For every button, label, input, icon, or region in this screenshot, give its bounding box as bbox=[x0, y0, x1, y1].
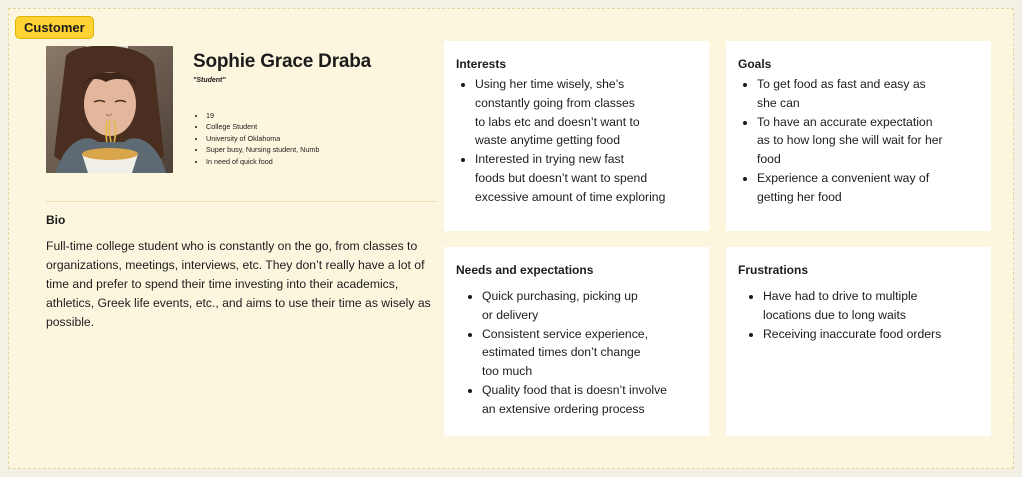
needs-title: Needs and expectations bbox=[456, 263, 594, 277]
persona-name: Sophie Grace Draba bbox=[193, 51, 372, 72]
goals-title: Goals bbox=[738, 57, 772, 71]
frustrations-list bbox=[745, 287, 941, 343]
needs-list bbox=[464, 287, 667, 419]
goal-item: • Experience a convenient way of getting her food bbox=[757, 169, 943, 207]
section-divider bbox=[46, 201, 437, 202]
interests-list bbox=[457, 75, 665, 207]
bio-text: Full-time college student who is constantly on the go, from classes to organizations, meetings, interviews, etc. They don’t really have a lot of time and prefer to spend their time investing into their academics, athletics, Greek life events, etc., and aims to use their time as wisely as possible. bbox=[46, 239, 431, 329]
fact-occupation: • College Student bbox=[206, 121, 319, 132]
profile-photo bbox=[46, 46, 173, 173]
persona-facts bbox=[196, 110, 319, 167]
frustration-item: • Have had to drive to multiple locations due to long waits bbox=[763, 287, 941, 325]
need-item: • Quality food that is doesn’t involve an extensive ordering process bbox=[482, 381, 667, 419]
fact-need: • In need of quick food bbox=[206, 156, 319, 167]
need-item: • Quick purchasing, picking up or delivery bbox=[482, 287, 667, 325]
interest-item: • Using her time wisely, she’s constantly going from classes to labs etc and doesn’t want to waste anytime getting food bbox=[475, 75, 665, 150]
need-item: • Consistent service experience, estimated times don’t change too much bbox=[482, 325, 667, 381]
interest-item: • Interested in trying new fast foods but doesn’t want to spend excessive amount of time exploring bbox=[475, 150, 665, 206]
goal-item: • To get food as fast and easy as she can bbox=[757, 75, 943, 113]
goals-list bbox=[739, 75, 943, 207]
fact-age: • 19 bbox=[206, 110, 319, 121]
customer-tag[interactable]: Customer bbox=[15, 16, 94, 39]
fact-lifestyle: • Super busy, Nursing student, Numb bbox=[206, 144, 319, 155]
portrait-illustration bbox=[46, 46, 173, 173]
frustrations-card[interactable] bbox=[726, 247, 991, 436]
interests-title: Interests bbox=[456, 57, 507, 71]
persona-role: "Student" bbox=[193, 77, 226, 84]
goals-card[interactable] bbox=[726, 41, 991, 231]
interests-card[interactable] bbox=[444, 41, 709, 231]
needs-card[interactable] bbox=[444, 247, 709, 436]
frustration-item: • Receiving inaccurate food orders bbox=[763, 325, 941, 344]
bio-heading: Bio bbox=[46, 213, 66, 227]
fact-school: • University of Oklahoma bbox=[206, 133, 319, 144]
goal-item: • To have an accurate expectation as to how long she will wait for her food bbox=[757, 113, 943, 169]
frustrations-title: Frustrations bbox=[738, 263, 809, 277]
